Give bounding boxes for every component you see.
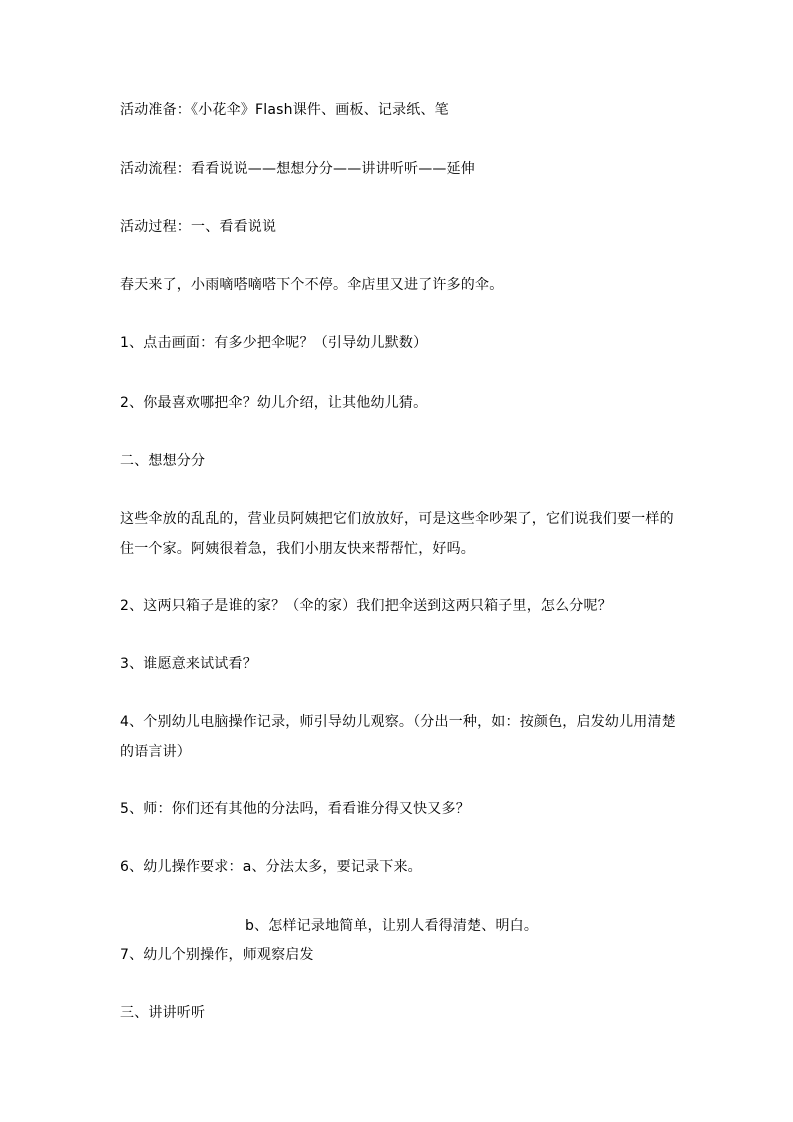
paragraph-step-7: 7、幼儿个别操作，师观察启发 (120, 947, 314, 963)
paragraph-try-it: 3、谁愿意来试试看？ (120, 656, 257, 672)
paragraph-requirements-b: b、怎样记录地简单，让别人看得清楚、明白。 (245, 918, 539, 934)
paragraph-process-heading: 活动过程：一、看看说说 (120, 219, 277, 235)
paragraph-spring-intro: 春天来了，小雨嘀嗒嘀嗒下个不停。伞店里又进了许多的伞。 (120, 277, 504, 293)
section-heading-listen: 三、讲讲听听 (120, 1005, 206, 1021)
paragraph-boxes-question: 2、这两只箱子是谁的家？（伞的家）我们把伞送到这两只箱子里，怎么分呢？ (120, 598, 612, 614)
paragraph-requirements-a: 6、幼儿操作要求：a、分法太多，要记录下来。 (120, 859, 422, 875)
section-heading-think-sort: 二、想想分分 (120, 453, 206, 469)
paragraph-umbrellas-story: 这些伞放的乱乱的，营业员阿姨把它们放放好，可是这些伞吵架了，它们说我们要一样的住一个家。阿姨很着急，我们小朋友快来帮帮忙，好吗。 (120, 511, 674, 557)
paragraph-computer-record: 4、个别幼儿电脑操作记录，师引导幼儿观察。（分出一种，如：按颜色，启发幼儿用清楚的语言讲） (120, 714, 676, 760)
paragraph-other-methods: 5、师：你们还有其他的分法吗，看看谁分得又快又多？ (120, 801, 470, 817)
paragraph-step-2: 2、你最喜欢哪把伞？幼儿介绍，让其他幼儿猜。 (120, 395, 428, 411)
paragraph-preparation: 活动准备：《小花伞》Flash课件、画板、记录纸、笔 (120, 102, 449, 118)
paragraph-flow: 活动流程：看看说说——想想分分——讲讲听听——延伸 (120, 161, 475, 177)
paragraph-step-1: 1、点击画面：有多少把伞呢？（引导幼儿默数） (120, 335, 428, 351)
